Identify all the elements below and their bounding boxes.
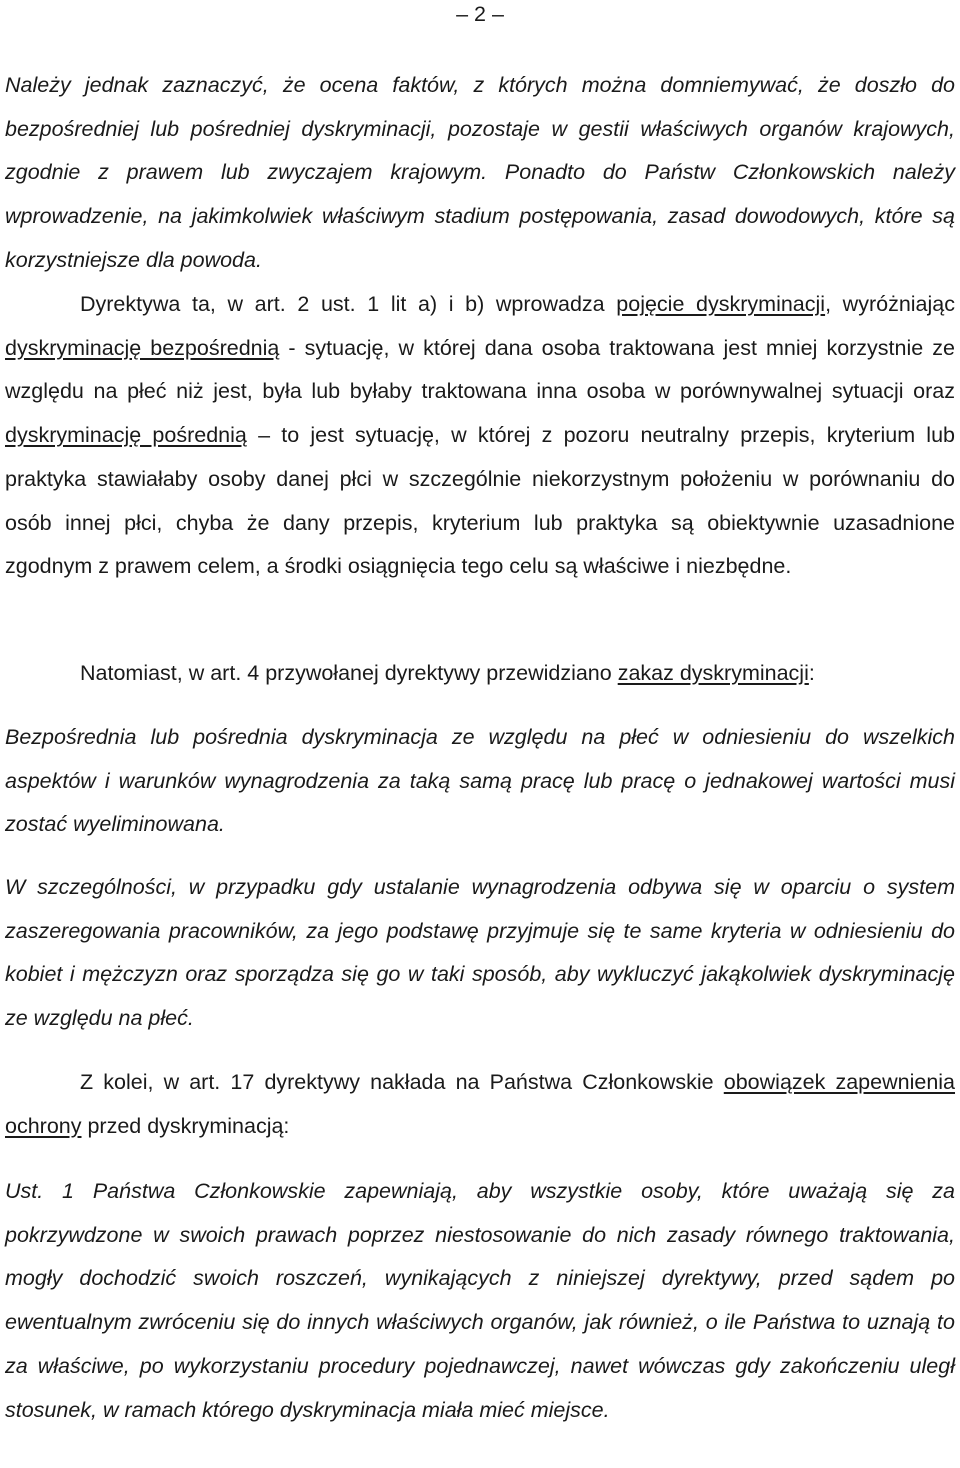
text-segment: , wyróżniając xyxy=(825,292,956,316)
term-direct-discrimination: dyskryminację bezpośrednią xyxy=(5,335,280,360)
term-protection-obligation: obowiązek zapewnienia ochrony xyxy=(5,1070,956,1138)
quote-article-4-first: Bezpośrednia lub pośrednia dyskryminacja ze względu na płeć w odniesieniu do wszelkich aspektów i warunków wynagrodzenia za taką samą pracę lub pracę o jednakowej wartości musi zostać wyeliminowana. xyxy=(5,725,955,837)
text-segment: Natomiast, w art. 4 przywołanej dyrektywy przewidziano xyxy=(80,661,618,685)
term-indirect-discrimination: dyskryminację pośrednią xyxy=(5,423,247,448)
term-discrimination-ban: zakaz dyskryminacji xyxy=(617,661,809,685)
text-segment: - sytuację, w której dana osoba traktowana jest mniej korzystnie ze względu na płeć niż jest, była lub byłaby traktowana inna osoba w porównywalnej sytuacji oraz xyxy=(5,335,955,404)
text-segment: Z kolei, w art. 17 dyrektywy nakłada na Państwa Członkowskie xyxy=(80,1070,724,1094)
page-number: – 2 – xyxy=(456,2,504,26)
paragraph-directive-definitions xyxy=(5,283,955,589)
text-segment: przed dyskryminacją: xyxy=(81,1113,290,1138)
quote-article-17: Ust. 1 Państwa Członkowskie zapewniają, aby wszystkie osoby, które uważają się za pokrzywdzone w swoich prawach poprzez niestosowanie do nich zasady równego traktowania, mogły dochodzić swoich roszczeń, wynikających z niniejszej dyrektywy, przed sądem po ewentualnym zwróceniu się do innych właściwych organów, jak również, o ile Państwa to uznają to za właściwe, po wykorzystaniu procedury pojednawczej, nawet wówczas gdy zakończeniu uległ stosunek, w ramach którego dyskryminacja miała mieć miejsce. xyxy=(5,1179,955,1422)
quote-article-4-second: W szczególności, w przypadku gdy ustalanie wynagrodzenia odbywa się w oparciu o system zaszeregowania pracowników, za jego podstawę przyjmuje się te same kryteria w odniesieniu do kobiet i mężczyzn oraz sporządza się go w taki sposób, aby wykluczyć jakąkolwiek dyskryminację ze względu na płeć. xyxy=(5,875,955,1031)
paragraph-article-4 xyxy=(5,652,955,696)
term-discrimination: pojęcie dyskryminacji xyxy=(616,292,826,316)
text-segment: : xyxy=(808,661,815,685)
paragraph-burden-of-proof: Należy jednak zaznaczyć, że ocena faktów, z których można domniemywać, że doszło do bezpośredniej lub pośredniej dyskryminacji, pozostaje w gestii właściwych organów krajowych, zgodnie z prawem lub zwyczajem krajowym. Ponadto do Państw Członkowskich należy wprowadzenie, na jakimkolwiek właściwym stadium postępowania, zasad dowodowych, które są korzystniejsze dla powoda. xyxy=(5,73,955,272)
text-segment: Dyrektywa ta, w art. 2 ust. 1 lit a) i b) wprowadza xyxy=(80,292,617,316)
paragraph-article-17 xyxy=(5,1061,955,1148)
text-segment: – to jest sytuację, w której z pozoru neutralny przepis, kryterium lub praktyka stawiałaby osoby danej płci w szczególnie niekorzystnym położeniu w porównaniu do osób innej płci, chyba że dany przepis, kryterium lub praktyka są obiektywnie uzasadnione zgodnym z prawem celem, a środki osiągnięcia tego celu są właściwe i niezbędne. xyxy=(5,423,956,579)
